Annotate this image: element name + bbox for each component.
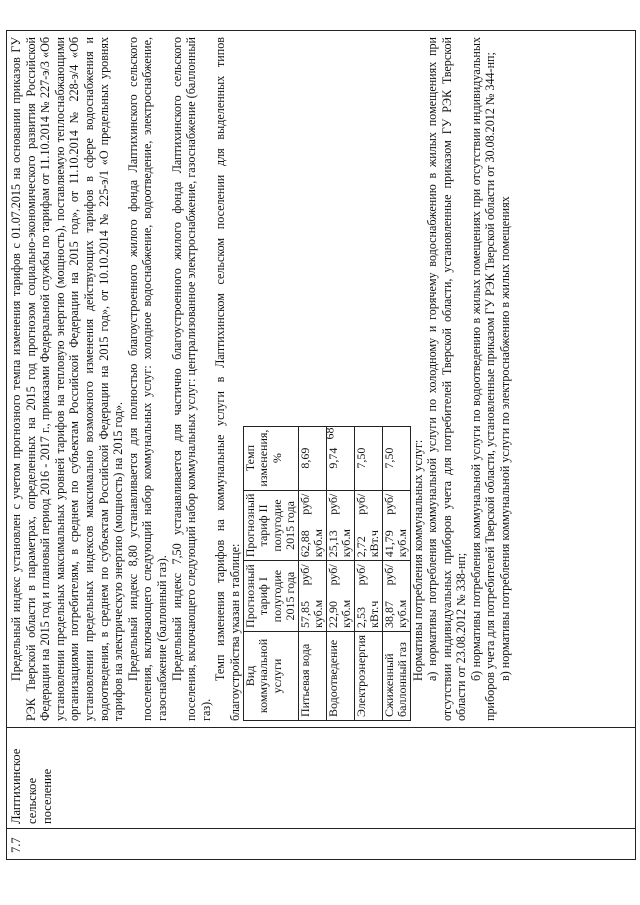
tariff-cell: 22,90 руб/куб.м (326, 561, 354, 632)
tariff-cell: 8,69 (298, 426, 326, 490)
tariff-header-cell: Прогнозный тариф II полугодие 2015 года (243, 490, 298, 561)
tariff-cell: Сжиженный баллонный газ (382, 631, 410, 720)
tariff-row (298, 426, 326, 720)
settlement-name: Лаптихинское сельское поселение (7, 728, 636, 829)
page-number: 68 (322, 427, 337, 440)
tariff-header-row (243, 426, 298, 720)
tariff-cell: 41,79 руб/куб.м (382, 490, 410, 561)
tariff-row (382, 426, 410, 720)
tariff-cell: Электроэнергия (354, 631, 382, 720)
tariff-cell: 9,74 (326, 426, 354, 490)
tariff-cell: 7,50 (354, 426, 382, 490)
tariff-cell: Питьевая вода (298, 631, 326, 720)
paragraph: Темп изменения тарифов на коммунальные услуги в Лаптихинском сельском поселении для выделенных типов благоустройства указан в таблице: (213, 37, 242, 721)
tariff-cell: 62,88 руб/куб.м (298, 490, 326, 561)
paragraph: Предельный индекс 8,80 устанавливается для полностью благоустроенного жилого фонда Лаптихинского сельского поселения, включающего следующий набор коммунальных услуг: холодное водоснабжение, водоотведение, электроснабжение, газоснабжение (баллонный газ). (125, 37, 169, 721)
norm-item: б) нормативы потребления коммунальной услуги по водоотведению в жилых помещениях при отсутствии индивидуальных приборов учета для потребителей Тверской области, установленные приказом ГУ РЭК Тверской области от 30.08.2012 № 344-нп; (468, 37, 498, 721)
row-index: 7.7 (7, 829, 636, 860)
tariff-header-cell: Вид коммунальной услуги (243, 631, 298, 720)
norms-heading: Нормативы потребления коммунальных услуг: (410, 439, 425, 681)
tariff-cell: 57,85 руб/куб.м (298, 561, 326, 632)
tariff-cell: 25,13 руб/куб.м (326, 490, 354, 561)
paragraph: Предельный индекс 7,50 устанавливается для частично благоустроенного жилого фонда Лаптихинского сельского поселения, включающего следующий набор коммунальных услуг: централизованное электроснабжение, газоснабжение (баллонный газ). (169, 37, 213, 721)
tariff-cell: 38,87 руб/куб.м (382, 561, 410, 632)
tariff-cell: Водоотведение (326, 631, 354, 720)
row-content (7, 31, 636, 728)
tariff-header-cell: Темп изменения, % (243, 426, 298, 490)
rotated-document (6, 30, 636, 860)
tariff-row (326, 426, 354, 720)
paragraph: Предельный индекс установлен с учетом прогнозного темпа изменения тарифов с 01.07.2015 на основании приказов ГУ РЭК Тверской области в параметрах, определенных на 2015 год прогнозом социально-экономического развития Российской Федерации на 2015 год и плановый период 2016 - 2017 г., приказами Федеральной службы по тарифам от 11.10.2014 № 227-э/3 «Об установлении предельных максимальных уровней тарифов на тепловую энергию (мощность), поставляемую теплоснабжающими организациями потребителям, в среднем по субъектам Российской Федерации на 2015 год», от 11.10.2014 № 228-э/4 «Об установлении предельных индексов максимально возможного изменения действующих тарифов в сфере водоснабжения и водоотведения, в среднем по субъектам Российской Федерации на 2015 год», от 10.10.2014 № 225-э/1 «О предельных уровнях тарифов на электрическую энергию (мощность) на 2015 год». (9, 37, 126, 721)
tariff-row (354, 426, 382, 720)
table-row (7, 31, 636, 860)
tariff-header-cell: Прогнозный тариф I полугодие 2015 года (243, 561, 298, 632)
main-table (6, 30, 636, 860)
tariff-cell: 7,50 (382, 426, 410, 490)
norm-item: а) нормативы потребления коммунальной услуги по холодному и горячему водоснабжению в жилых помещениях при отсутствии индивидуальных приборов учета для потребителей Тверской области, установленные приказом ГУ РЭК Тверской области от 23.08.2012 № 338-нп; (425, 37, 469, 721)
tariff-table (243, 426, 411, 721)
tariff-cell: 2,72 руб/кВт.ч (354, 490, 382, 561)
norm-item: в) нормативы потребления коммунальной услуги по электроснабжению в жилых помещениях (498, 196, 513, 681)
tariff-cell: 2,53 руб/кВт.ч (354, 561, 382, 632)
